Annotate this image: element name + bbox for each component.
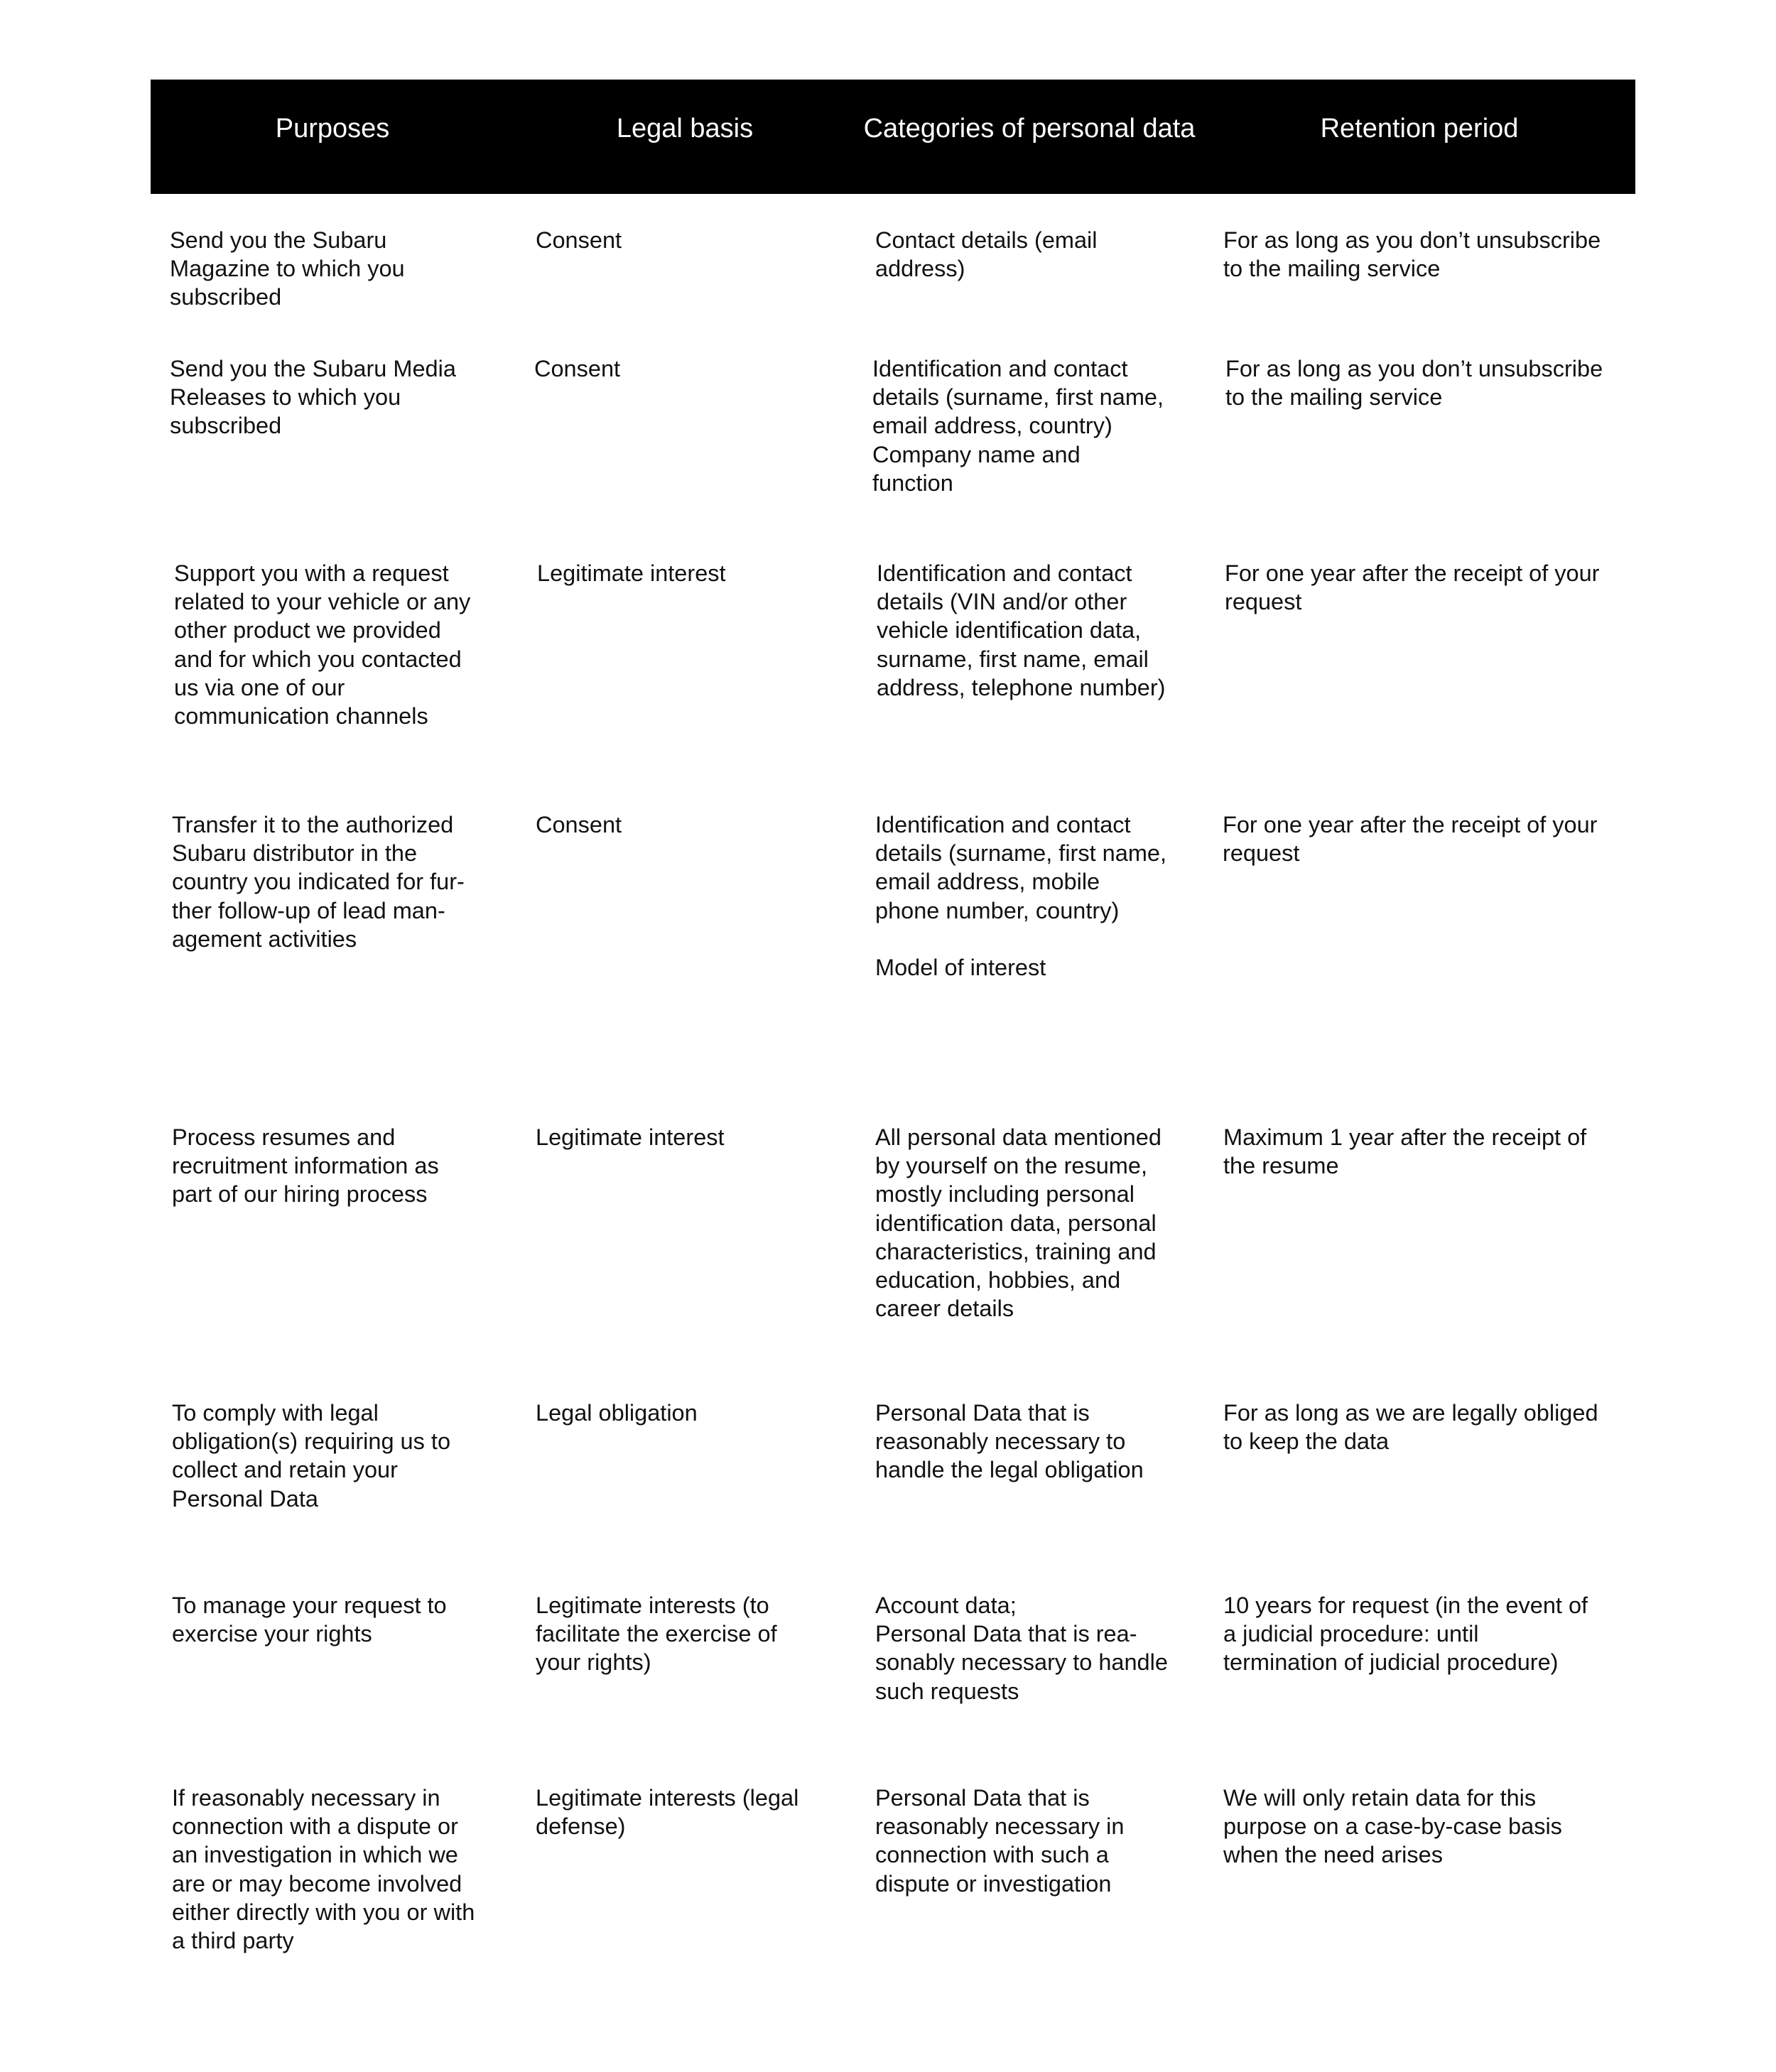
row-1-categories: Contact details (email address) <box>875 227 1098 282</box>
row-6-categories: Personal Data that is reasonably necessary to handle the legal obligation <box>875 1400 1144 1483</box>
row-8-categories: Personal Data that is reasonably necessary in connection with such a dispute or investigation <box>875 1785 1125 1897</box>
row-3-purpose: Support you with a request related to your vehicle or any other product we provided and for which you contacted us via one of our communication channels <box>174 560 471 729</box>
row-5-retention: Maximum 1 year after the receipt of the resume <box>1223 1124 1587 1179</box>
row-7-purpose: To manage your request to exercise your rights <box>172 1593 447 1647</box>
row-3-categories: Identification and contact details (VIN and/or other vehicle identification data, surname, first name, email address, telephone number) <box>877 560 1166 700</box>
row-8-retention: We will only retain data for this purpose on a case-by-case basis when the need arises <box>1223 1785 1562 1868</box>
header-retention-period: Retention period <box>1320 114 1519 143</box>
header-legal-basis: Legal basis <box>616 114 754 143</box>
row-8-legal-basis: Legitimate interests (legal defense) <box>536 1785 799 1840</box>
row-6-retention: For as long as we are legally obliged to keep the data <box>1223 1400 1598 1455</box>
row-5-purpose: Process resumes and recruitment information as part of our hiring process <box>172 1124 439 1208</box>
row-6-purpose: To comply with legal obligation(s) requiring us to collect and retain your Personal Data <box>172 1400 451 1512</box>
row-1-retention: For as long as you don’t unsubscribe to the mailing service <box>1223 227 1601 282</box>
row-7-categories: Account data; Personal Data that is rea- sonably necessary to handle such requests <box>875 1593 1168 1704</box>
row-2-categories: Identification and contact details (surname, first name, email address, country) Company name and function <box>872 356 1164 496</box>
row-7-retention: 10 years for request (in the event of a judicial procedure: until termination of judicial procedure) <box>1223 1593 1588 1676</box>
row-5-categories: All personal data mentioned by yourself on the resume, mostly including personal identification data, personal characteristics, training and education, hobbies, and career details <box>875 1124 1162 1322</box>
row-1-legal-basis: Consent <box>536 227 622 253</box>
row-3-legal-basis: Legitimate interest <box>537 560 726 586</box>
row-3-retention: For one year after the receipt of your request <box>1225 560 1600 615</box>
row-1-purpose: Send you the Subaru Magazine to which you subscribed <box>170 227 405 310</box>
row-4-retention: For one year after the receipt of your request <box>1223 812 1598 867</box>
table-header <box>151 80 1635 194</box>
row-2-legal-basis: Consent <box>534 356 621 381</box>
row-8-purpose: If reasonably necessary in connection with a dispute or an investigation in which we are or may become involved either directly with you or with a third party <box>172 1785 475 1954</box>
row-4-categories: Identification and contact details (surname, first name, email address, mobile phone number, country) Model of interest <box>875 812 1167 981</box>
row-2-purpose: Send you the Subaru Media Releases to which you subscribed <box>170 356 456 439</box>
row-4-legal-basis: Consent <box>536 812 622 837</box>
header-categories: Categories of personal data <box>863 114 1196 143</box>
row-4-purpose: Transfer it to the authorized Subaru distributor in the country you indicated for fur- ther follow-up of lead man- agement activities <box>172 812 465 952</box>
row-5-legal-basis: Legitimate interest <box>536 1124 725 1150</box>
row-7-legal-basis: Legitimate interests (to facilitate the exercise of your rights) <box>536 1593 777 1676</box>
row-6-legal-basis: Legal obligation <box>536 1400 698 1426</box>
row-2-retention: For as long as you don’t unsubscribe to the mailing service <box>1225 356 1603 411</box>
header-purposes: Purposes <box>275 114 390 143</box>
